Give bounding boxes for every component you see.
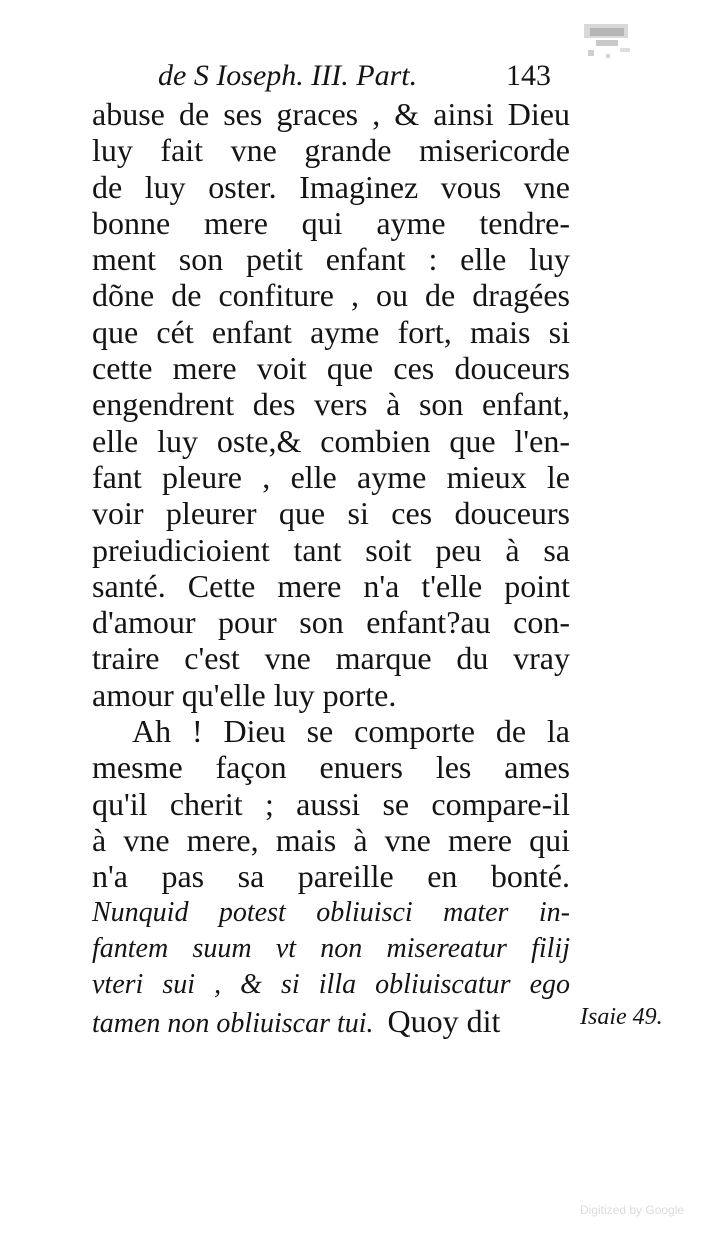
running-head-title: de S Ioseph. III. Part.: [158, 59, 418, 92]
text-line: santé. Cette mere n'a t'elle point: [92, 567, 570, 604]
text-line: luy fait vne grande misericorde: [92, 132, 570, 169]
text-line: qu'il cherit ; aussi se compare-il: [92, 785, 570, 822]
text-line: de luy oster. Imaginez vous vne: [92, 168, 570, 205]
text-line: dõne de confiture , ou de dragées: [92, 277, 570, 314]
text-line: elle luy oste,& combien que l'en-: [92, 422, 570, 459]
text-line: mesme façon enuers les ames: [92, 749, 570, 786]
text-line: voir pleurer que si ces douceurs: [92, 495, 570, 532]
text-line: n'a pas sa pareille en bonté.: [92, 858, 570, 895]
text-line: Ah ! Dieu se comporte de la: [132, 713, 570, 750]
text-line: amour qu'elle luy porte.: [92, 676, 397, 713]
latin-quote-line: fantem suum vt non misereatur filij: [92, 932, 570, 964]
text-line: à vne mere, mais à vne mere qui: [92, 821, 570, 858]
text-line: engendrent des vers à son enfant,: [92, 386, 570, 423]
text-line: fant pleure , elle ayme mieux le: [92, 458, 570, 495]
text-line: [92, 1003, 570, 1039]
text-line: que cét enfant ayme fort, mais si: [92, 313, 570, 350]
latin-quote-line: vteri sui , & si illa obliuiscatur ego: [92, 969, 570, 1001]
body-text: [92, 96, 570, 1040]
text-line: d'amour pour son enfant?au con-: [92, 604, 570, 641]
text-line: cette mere voit que ces douceurs: [92, 350, 570, 387]
text-line: ment son petit enfant : elle luy: [92, 241, 570, 278]
latin-quote-line: Nunquid potest obliuisci mater in-: [92, 896, 570, 928]
text-line: abuse de ses graces , & ainsi Dieu: [92, 96, 570, 132]
scan-blemish-image: [578, 18, 640, 70]
latin-quote-end: tamen non obliuiscar tui.: [92, 1008, 374, 1040]
page-number: 143: [506, 59, 551, 92]
watermark: Digitized by Google: [580, 1203, 685, 1217]
text-fragment: Quoy dit: [387, 1003, 501, 1040]
running-head: [158, 56, 578, 96]
text-line: preiudicioient tant soit peu à sa: [92, 531, 570, 568]
text-line: traire c'est vne marque du vray: [92, 640, 570, 677]
margin-note: Isaie 49.: [580, 1004, 663, 1030]
text-line: bonne mere qui ayme tendre-: [92, 204, 570, 241]
